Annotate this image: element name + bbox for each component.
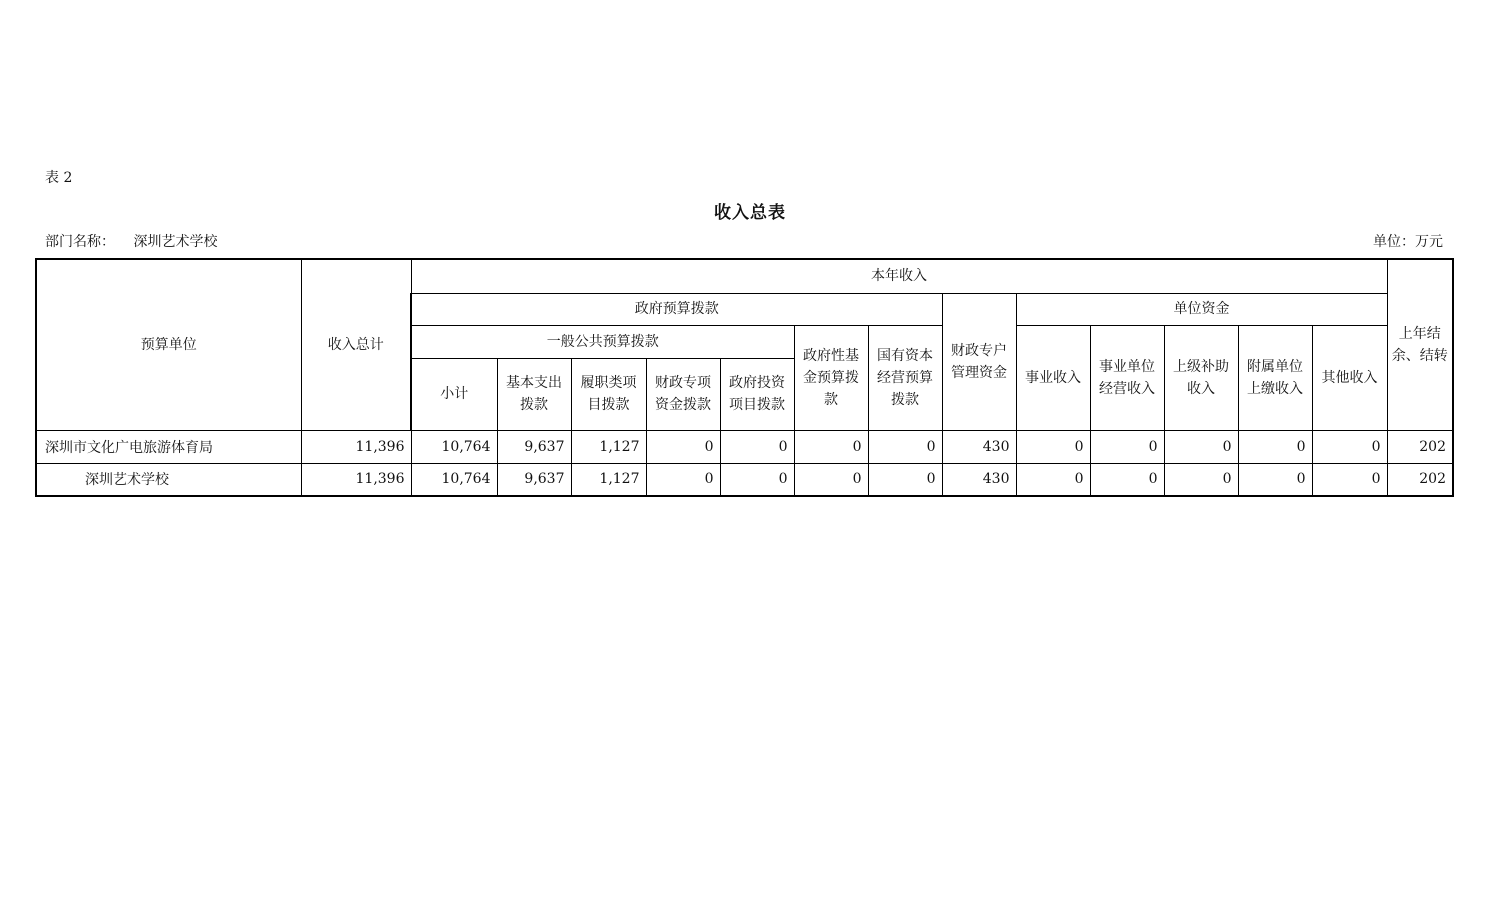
header-fiscal-special-funds: 财政专项资金拨款 xyxy=(646,358,720,430)
cell-total-income: 11,396 xyxy=(301,430,411,463)
cell-prior-year-carryover: 202 xyxy=(1387,430,1453,463)
cell-subtotal: 10,764 xyxy=(411,463,497,496)
cell-state-capital-budget: 0 xyxy=(868,463,942,496)
cell-affiliated-unit-income: 0 xyxy=(1238,463,1312,496)
table-row xyxy=(36,463,1453,496)
cell-business-income: 0 xyxy=(1016,463,1090,496)
cell-other-income: 0 xyxy=(1312,430,1387,463)
cell-total-income: 11,396 xyxy=(301,463,411,496)
header-fiscal-special-account: 财政专户管理资金 xyxy=(942,293,1016,430)
cell-gov-investment-projects: 0 xyxy=(720,463,794,496)
cell-fiscal-special-account: 430 xyxy=(942,463,1016,496)
header-gov-budget-allocation: 政府预算拨款 xyxy=(411,293,942,325)
cell-duty-projects: 1,127 xyxy=(571,463,646,496)
header-duty-projects: 履职类项目拨款 xyxy=(571,358,646,430)
cell-operating-income: 0 xyxy=(1090,430,1164,463)
cell-basic-expenditure: 9,637 xyxy=(497,463,571,496)
header-business-income: 事业收入 xyxy=(1016,325,1090,430)
header-basic-expenditure: 基本支出拨款 xyxy=(497,358,571,430)
cell-superior-subsidy: 0 xyxy=(1164,430,1238,463)
cell-basic-expenditure: 9,637 xyxy=(497,430,571,463)
header-budget-unit: 预算单位 xyxy=(36,259,301,430)
header-operating-income: 事业单位经营收入 xyxy=(1090,325,1164,430)
cell-duty-projects: 1,127 xyxy=(571,430,646,463)
row-unit-name: 深圳艺术学校 xyxy=(36,463,301,496)
header-prior-year-carryover: 上年结余、结转 xyxy=(1387,259,1453,430)
cell-operating-income: 0 xyxy=(1090,463,1164,496)
cell-gov-fund-budget: 0 xyxy=(794,463,868,496)
header-superior-subsidy: 上级补助收入 xyxy=(1164,325,1238,430)
unit-label: 单位：万元 xyxy=(1373,234,1443,250)
cell-fiscal-special-funds: 0 xyxy=(646,430,720,463)
header-gov-fund-budget: 政府性基金预算拨款 xyxy=(794,325,868,430)
cell-state-capital-budget: 0 xyxy=(868,430,942,463)
cell-business-income: 0 xyxy=(1016,430,1090,463)
header-current-year-income: 本年收入 xyxy=(411,259,1387,293)
cell-prior-year-carryover: 202 xyxy=(1387,463,1453,496)
header-total-income: 收入总计 xyxy=(301,259,411,430)
header-gov-investment-projects: 政府投资项目拨款 xyxy=(720,358,794,430)
cell-other-income: 0 xyxy=(1312,463,1387,496)
income-summary-table xyxy=(35,258,1454,497)
cell-gov-investment-projects: 0 xyxy=(720,430,794,463)
header-unit-funds: 单位资金 xyxy=(1016,293,1387,325)
department-line xyxy=(45,231,217,251)
department-label: 部门名称： xyxy=(45,234,115,250)
table-row xyxy=(36,430,1453,463)
department-name: 深圳艺术学校 xyxy=(133,234,218,250)
cell-subtotal: 10,764 xyxy=(411,430,497,463)
cell-fiscal-special-funds: 0 xyxy=(646,463,720,496)
page-title: 收入总表 xyxy=(714,203,786,223)
cell-fiscal-special-account: 430 xyxy=(942,430,1016,463)
header-state-capital-budget: 国有资本经营预算拨款 xyxy=(868,325,942,430)
header-subtotal: 小计 xyxy=(411,358,497,430)
header-general-public-budget: 一般公共预算拨款 xyxy=(411,325,794,358)
cell-affiliated-unit-income: 0 xyxy=(1238,430,1312,463)
cell-superior-subsidy: 0 xyxy=(1164,463,1238,496)
table-number: 表 2 xyxy=(45,170,73,186)
header-affiliated-unit-income: 附属单位上缴收入 xyxy=(1238,325,1312,430)
row-unit-name: 深圳市文化广电旅游体育局 xyxy=(36,430,301,463)
header-other-income: 其他收入 xyxy=(1312,325,1387,430)
cell-gov-fund-budget: 0 xyxy=(794,430,868,463)
